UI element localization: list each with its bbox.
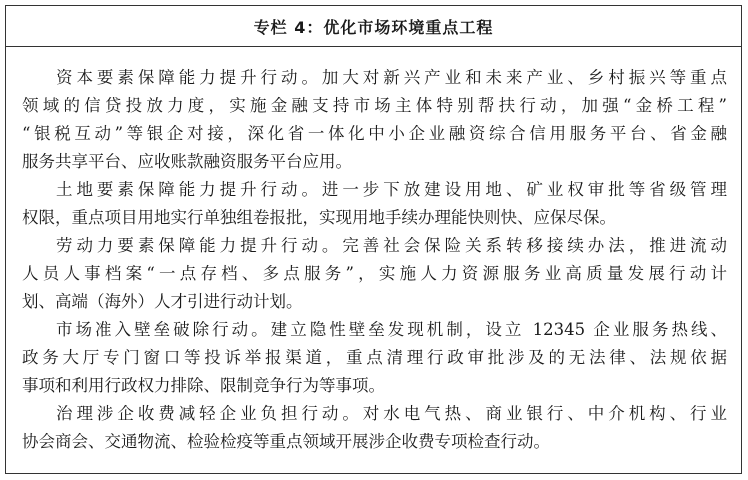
paragraph-line: “银税互动”等银企对接，深化省一体化中小企业融资综合信用服务平台、省金融 [22, 124, 727, 143]
paragraph [22, 316, 727, 400]
paragraph-line: 土地要素保障能力提升行动。进一步下放建设用地、矿业权审批等省级管理 [56, 180, 727, 199]
paragraph-line: 劳动力要素保障能力提升行动。完善社会保险关系转移接续办法，推进流动 [56, 236, 727, 255]
paragraph-line: 划、高端（海外）人才引进行动计划。 [22, 292, 303, 311]
paragraph-line: 市场准入壁垒破除行动。建立隐性壁垒发现机制，设立 12345 企业服务热线、 [56, 320, 727, 339]
paragraph-line: 协会商会、交通物流、检验检疫等重点领域开展涉企收费专项检查行动。 [22, 432, 550, 451]
paragraph-line: 资本要素保障能力提升行动。加大对新兴产业和未来产业、乡村振兴等重点 [56, 68, 727, 87]
column-title: 专栏 4：优化市场环境重点工程 [6, 6, 741, 47]
paragraph [22, 400, 727, 456]
paragraph-line: 治理涉企收费减轻企业负担行动。对水电气热、商业银行、中介机构、行业 [56, 404, 727, 423]
paragraph [22, 176, 727, 232]
paragraph-line: 权限，重点项目用地实行单独组卷报批，实现用地手续办理能快则快、应保尽保。 [22, 208, 616, 227]
paragraph-line: 领域的信贷投放力度，实施金融支持市场主体特别帮扶行动，加强“金桥工程” [22, 96, 727, 115]
paragraph-line: 人员人事档案“一点存档、多点服务”，实施人力资源服务业高质量发展行动计 [22, 264, 727, 283]
column-box [5, 5, 742, 474]
column-content [22, 64, 727, 456]
paragraph [22, 232, 727, 316]
paragraph-line: 政务大厅专门窗口等投诉举报渠道，重点清理行政审批涉及的无法律、法规依据 [22, 348, 727, 367]
paragraph-line: 服务共享平台、应收账款融资服务平台应用。 [22, 152, 352, 171]
paragraph [22, 64, 727, 176]
paragraph-line: 事项和利用行政权力排除、限制竞争行为等事项。 [22, 376, 385, 395]
